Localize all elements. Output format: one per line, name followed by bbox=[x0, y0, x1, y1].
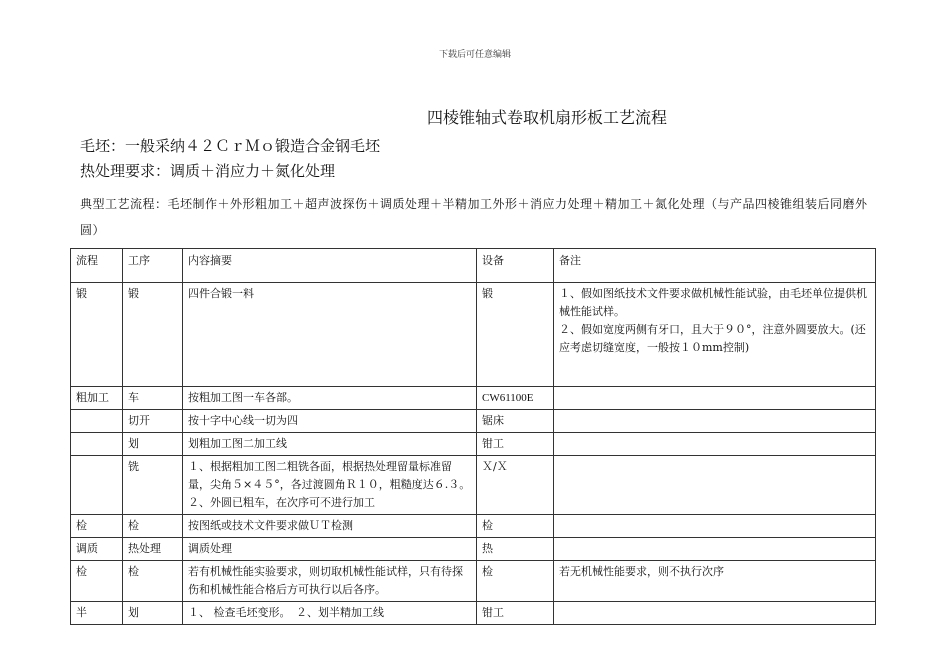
cell-equipment: 钳工 bbox=[477, 433, 554, 456]
cell-content: 四件合锻一料 bbox=[183, 283, 477, 387]
table-row bbox=[71, 410, 876, 433]
document-title: 四棱锥轴式卷取机扇形板工艺流程 bbox=[427, 108, 668, 127]
blank-material-line: 毛坯：一般采纳４２ＣｒＭｏ锻造合金钢毛坯 bbox=[80, 137, 381, 155]
cell-equipment: 检 bbox=[477, 561, 554, 602]
cell-step: 切开 bbox=[123, 410, 183, 433]
cell-process: 检 bbox=[71, 561, 123, 602]
cell-equipment: 热 bbox=[477, 538, 554, 561]
table-row bbox=[71, 456, 876, 515]
cell-process: 检 bbox=[71, 515, 123, 538]
cell-content: １、 检查毛坯变形。 ２、划半精加工线 bbox=[183, 602, 477, 625]
cell-equipment: CW61100E bbox=[477, 387, 554, 410]
cell-equipment: Ｘ/Ｘ bbox=[477, 456, 554, 515]
cell-content: 按图纸或技术文件要求做ＵＴ检测 bbox=[183, 515, 477, 538]
remark-line: ２、假如宽度两侧有牙口，且大于９０°，注意外圆要放大。(还应考虑切缝宽度，一般按１０mm控制) bbox=[559, 323, 866, 354]
cell-content: １、根据粗加工图二粗铣各面，根据热处理留量标准留量，尖角５×４５°，各过渡圆角Ｒ１０，粗糙度达６.３。２、外圆已粗车，在次序可不进行加工 bbox=[183, 456, 477, 515]
cell-step: 检 bbox=[123, 515, 183, 538]
cell-remark bbox=[554, 283, 876, 387]
cell-step: 车 bbox=[123, 387, 183, 410]
cell-process bbox=[71, 456, 123, 515]
remark-line: 若无机械性能要求，则不执行次序 bbox=[559, 565, 724, 578]
cell-equipment: 检 bbox=[477, 515, 554, 538]
cell-step: 划 bbox=[123, 433, 183, 456]
cell-remark bbox=[554, 561, 876, 602]
process-table bbox=[70, 248, 876, 625]
cell-step: 锻 bbox=[123, 283, 183, 387]
cell-step: 铣 bbox=[123, 456, 183, 515]
header-step: 工序 bbox=[123, 249, 183, 283]
cell-remark bbox=[554, 410, 876, 433]
header-note: 下载后可任意编辑 bbox=[438, 50, 511, 60]
cell-step: 划 bbox=[123, 602, 183, 625]
cell-step: 检 bbox=[123, 561, 183, 602]
cell-content: 按粗加工图一车各部。 bbox=[183, 387, 477, 410]
header-equipment: 设备 bbox=[477, 249, 554, 283]
cell-equipment: 钳工 bbox=[477, 602, 554, 625]
cell-content: 调质处理 bbox=[183, 538, 477, 561]
table-row bbox=[71, 433, 876, 456]
header-content: 内容摘要 bbox=[183, 249, 477, 283]
cell-remark bbox=[554, 515, 876, 538]
header-process: 流程 bbox=[71, 249, 123, 283]
cell-remark bbox=[554, 456, 876, 515]
cell-process bbox=[71, 433, 123, 456]
cell-process: 半 bbox=[71, 602, 123, 625]
cell-process: 调质 bbox=[71, 538, 123, 561]
cell-remark bbox=[554, 602, 876, 625]
cell-content: 划粗加工图二加工线 bbox=[183, 433, 477, 456]
heat-treatment-line: 热处理要求：调质＋消应力＋氮化处理 bbox=[80, 162, 336, 180]
cell-remark bbox=[554, 538, 876, 561]
cell-equipment: 锻 bbox=[477, 283, 554, 387]
table-row bbox=[71, 561, 876, 602]
cell-remark bbox=[554, 387, 876, 410]
cell-content: 若有机械性能实验要求，则切取机械性能试样，只有待探伤和机械性能合格后方可执行以后各序。 bbox=[183, 561, 477, 602]
table-row bbox=[71, 283, 876, 387]
typical-process-flow: 典型工艺流程：毛坯制作＋外形粗加工＋超声波探伤＋调质处理＋半精加工外形＋消应力处理＋精加工＋氮化处理（与产品四棱锥组装后同磨外圆） bbox=[80, 197, 868, 237]
table-row bbox=[71, 538, 876, 561]
cell-process: 锻 bbox=[71, 283, 123, 387]
cell-remark bbox=[554, 433, 876, 456]
table-row bbox=[71, 387, 876, 410]
table-header-row bbox=[71, 249, 876, 283]
table-row bbox=[71, 515, 876, 538]
cell-content: 按十字中心线一切为四 bbox=[183, 410, 477, 433]
cell-process bbox=[71, 410, 123, 433]
cell-process: 粗加工 bbox=[71, 387, 123, 410]
table-row bbox=[71, 602, 876, 625]
cell-equipment: 锯床 bbox=[477, 410, 554, 433]
remark-line: １、假如图纸技术文件要求做机械性能试验，由毛坯单位提供机械性能试样。 bbox=[559, 287, 867, 318]
header-remark: 备注 bbox=[554, 249, 876, 283]
cell-step: 热处理 bbox=[123, 538, 183, 561]
